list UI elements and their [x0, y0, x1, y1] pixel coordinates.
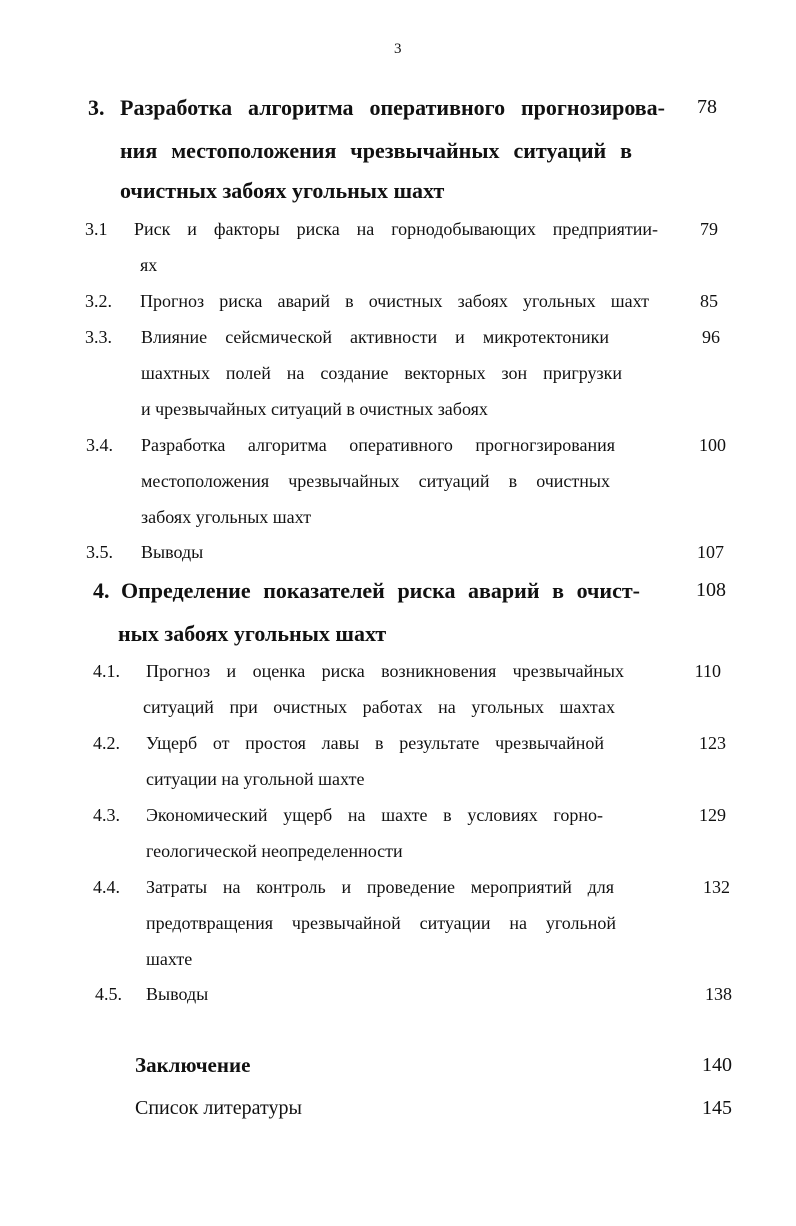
section-4-2-page: 123: [699, 733, 726, 753]
section-4-4-line-3: шахте: [146, 949, 193, 969]
section-3-4-line-3: забоях угольных шахт: [141, 507, 312, 527]
section-4-3-line-2: геологической неопределенности: [146, 841, 403, 861]
section-4-4-line-2: предотвращения чрезвычайной ситуации на угольной: [146, 913, 616, 933]
section-4-5-page: 138: [705, 984, 732, 1004]
section-4-3-number: 4.3.: [93, 805, 120, 825]
section-4-4-number: 4.4.: [93, 877, 120, 897]
section-3-1-number: 3.1: [85, 219, 108, 239]
section-4-2-number: 4.2.: [93, 733, 120, 753]
conclusion-label: Заключение: [135, 1053, 251, 1077]
section-3-3-line-3: и чрезвычайных ситуаций в очистных забоях: [141, 399, 488, 419]
section-3-2-number: 3.2.: [85, 291, 112, 311]
section-3-3-line-1: Влияние сейсмической активности и микротектоники: [141, 327, 609, 347]
section-4-2-line-1: Ущерб от простоя лавы в результате чрезвычайной: [146, 733, 604, 753]
section-3-4-line-1: Разработка алгоритма оперативного прогногзирования: [141, 435, 615, 455]
section-3-3-line-2: шахтных полей на создание векторных зон пригрузки: [141, 363, 622, 383]
chapter-3-title-line-1: Разработка алгоритма оперативного прогнозирова-: [120, 95, 665, 120]
section-4-1-number: 4.1.: [93, 661, 120, 681]
section-4-3-page: 129: [699, 805, 726, 825]
chapter-4-number: 4.: [93, 578, 110, 603]
section-4-4-line-1: Затраты на контроль и проведение мероприятий для: [146, 877, 614, 897]
section-3-1-page: 79: [700, 219, 718, 239]
section-3-2-line-1: Прогноз риска аварий в очистных забоях угольных шахт: [140, 291, 649, 311]
chapter-3-title-line-3: очистных забоях угольных шахт: [120, 178, 445, 203]
chapter-4-title-line-1: Определение показателей риска аварий в очист-: [121, 578, 640, 603]
section-4-5-number: 4.5.: [95, 984, 122, 1004]
chapter-3-page: 78: [697, 96, 717, 118]
section-4-3-line-1: Экономический ущерб на шахте в условиях горно-: [146, 805, 603, 825]
section-3-1-line-1: Риск и факторы риска на горнодобывающих предприятии-: [134, 219, 658, 239]
chapter-3-title-line-2: ния местоположения чрезвычайных ситуаций в: [120, 138, 632, 163]
references-page: 145: [702, 1097, 732, 1119]
chapter-3-number: 3.: [88, 95, 105, 120]
section-4-1-page: 110: [694, 661, 721, 681]
conclusion-page: 140: [702, 1054, 732, 1076]
section-4-1-line-1: Прогноз и оценка риска возникновения чрезвычайных: [146, 661, 624, 681]
section-3-4-line-2: местоположения чрезвычайных ситуаций в очистных: [141, 471, 610, 491]
section-3-1-line-2: ях: [140, 255, 158, 275]
chapter-4-page: 108: [696, 579, 726, 601]
section-3-4-number: 3.4.: [86, 435, 113, 455]
section-4-2-line-2: ситуации на угольной шахте: [146, 769, 365, 789]
section-4-5-line-1: Выводы: [146, 984, 209, 1004]
section-3-5-page: 107: [697, 542, 724, 562]
section-3-3-page: 96: [702, 327, 720, 347]
section-3-2-page: 85: [700, 291, 718, 311]
section-3-4-page: 100: [699, 435, 726, 455]
section-3-3-number: 3.3.: [85, 327, 112, 347]
section-4-4-page: 132: [703, 877, 730, 897]
page-number: 3: [394, 41, 402, 57]
section-4-1-line-2: ситуаций при очистных работах на угольных шахтах: [143, 697, 615, 717]
section-3-5-line-1: Выводы: [141, 542, 204, 562]
chapter-4-title-line-2: ных забоях угольных шахт: [118, 621, 387, 646]
references-label: Список литературы: [135, 1097, 302, 1119]
section-3-5-number: 3.5.: [86, 542, 113, 562]
